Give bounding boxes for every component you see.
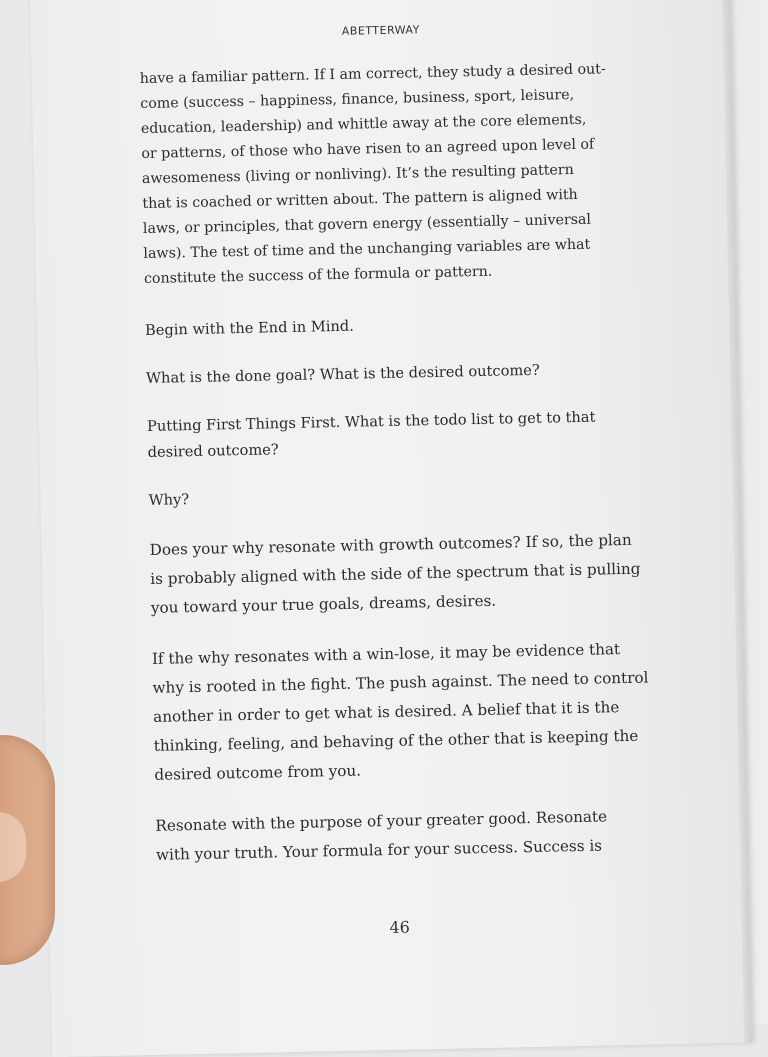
text-line: is probably aligned with the side of the spectrum that is pulling [150, 559, 641, 588]
page-body [140, 57, 657, 870]
book-page [30, 0, 752, 1057]
text-line: If the why resonates with a win-lose, it may be evidence that [151, 640, 621, 668]
paragraph-growth [149, 525, 651, 622]
text-line: Putting First Things First. What is the todo list to get to that [146, 408, 596, 435]
text-line: another in order to get what is desired. A belief that it is the [152, 698, 620, 726]
paragraph-win-lose [152, 634, 655, 789]
text-line: Resonate with the purpose of your greater good. Resonate [155, 807, 608, 835]
text-line: you toward your true goals, dreams, desires. [150, 591, 497, 617]
text-line: thinking, feeling, and behaving of the other that is keeping the [153, 726, 639, 755]
running-header: ABETTERWAY [341, 23, 421, 38]
page-number: 46 [389, 917, 411, 938]
text-line: Does your why resonate with growth outcomes? If so, the plan [149, 530, 632, 559]
text-line: constitute the success of the formula or pattern. [143, 263, 493, 288]
paragraph-pattern [140, 57, 645, 292]
text-line: come (success – happiness, finance, business, sport, leisure, [140, 86, 575, 113]
text-line: or patterns, of those who have risen to an agreed upon level of [141, 136, 595, 163]
text-line: laws). The test of time and the unchanging variables are what [143, 236, 591, 263]
paragraph-begin-with-end: Begin with the End in Mind. [144, 317, 354, 339]
text-line: why is rooted in the fight. The push against. The need to control [152, 668, 649, 697]
text-line: with your truth. Your formula for your success. Success is [155, 836, 603, 864]
text-line: laws, or principles, that govern energy (essentially – universal [142, 211, 592, 238]
text-line: that is coached or written about. The pattern is aligned with [142, 186, 578, 213]
text-line: desired outcome from you. [154, 761, 362, 784]
paragraph-resonate [155, 801, 656, 869]
paragraph-why: Why? [148, 491, 190, 509]
text-line: awesomeness (living or nonliving). It’s the resulting pattern [141, 161, 574, 188]
text-line: desired outcome? [147, 441, 279, 461]
text-line: education, leadership) and whittle away at the core elements, [140, 111, 587, 138]
paragraph-done-goal: What is the done goal? What is the desired outcome? [145, 361, 540, 387]
text-line: have a familiar pattern. If I am correct, they study a desired out- [139, 61, 606, 88]
